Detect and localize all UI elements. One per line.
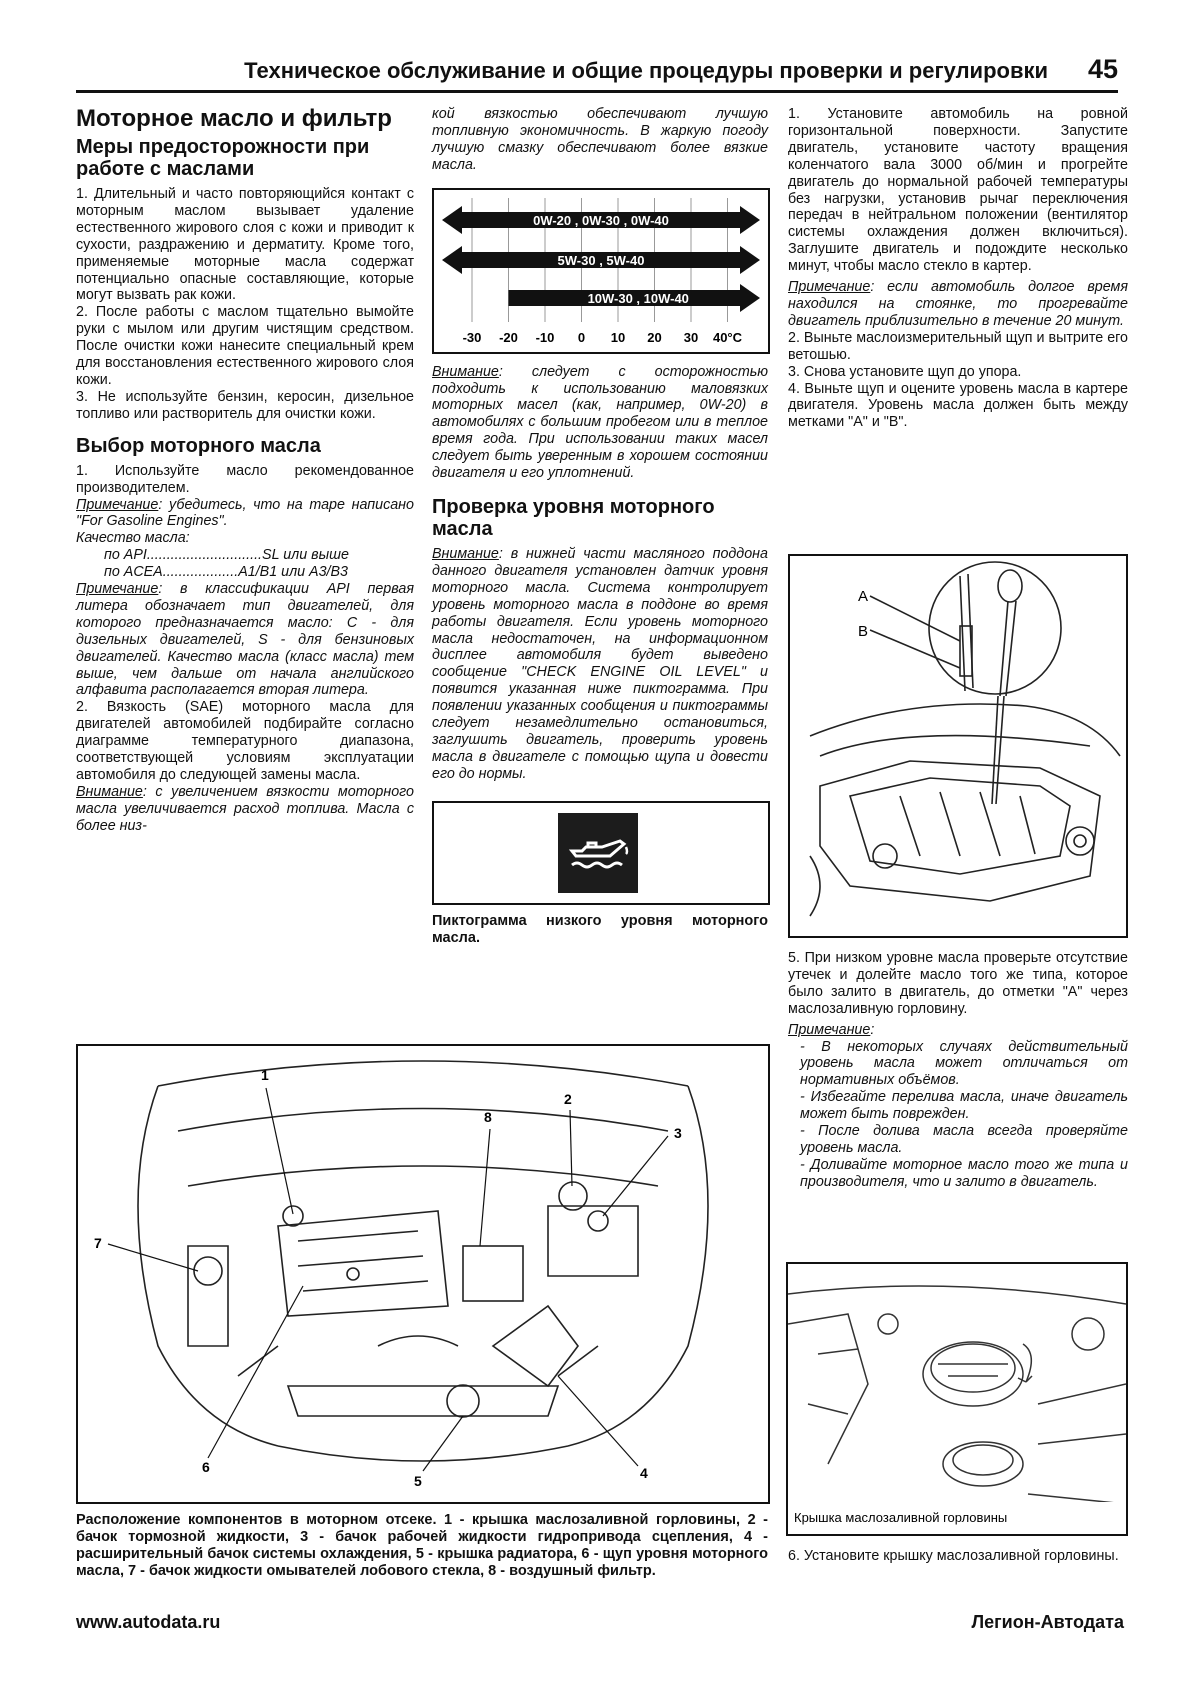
note-label: Примечание bbox=[76, 496, 159, 513]
warning-label: Внимание bbox=[76, 783, 143, 800]
note bbox=[76, 497, 414, 531]
x-tick-label: 40°C bbox=[712, 329, 743, 345]
viscosity-chart bbox=[432, 188, 770, 354]
header-title: Техническое обслуживание и общие процедуры проверки и регулировки bbox=[244, 58, 1048, 83]
viscosity-bar-label: 10W-30 , 10W-40 bbox=[587, 290, 689, 306]
callout-1: 1 bbox=[261, 1067, 269, 1083]
warning-text: : с увеличением вязкости моторного масла увеличивается расход топлива. Масла с более низ- bbox=[76, 783, 414, 834]
paragraph: 6. Установите крышку маслозаливной горловины. bbox=[788, 1548, 1119, 1564]
paragraph: 2. После работы с маслом тщательно вымойте руки с мылом или другим чистящим средством. После очистки кожи нанесите специальный крем для восстановления естественного жирового слоя кожи. bbox=[76, 304, 414, 388]
column-2 bbox=[432, 106, 768, 947]
paragraph: 3. Снова установите щуп до упора. bbox=[788, 363, 1022, 380]
note-item: - Избегайте перелива масла, иначе двигатель может быть поврежден. bbox=[800, 1089, 1128, 1123]
viscosity-bar-label: 0W-20 , 0W-30 , 0W-40 bbox=[533, 212, 669, 228]
callout-2: 2 bbox=[564, 1091, 572, 1107]
note-label: Примечание bbox=[76, 581, 159, 598]
note-text: : убедитесь, что на таре написано "For Gasoline Engines". bbox=[76, 496, 414, 530]
quality-label: Качество масла: bbox=[76, 530, 190, 547]
oil-can-icon bbox=[558, 813, 638, 893]
engine-bay-figure bbox=[76, 1044, 770, 1504]
paragraph: 3. Не используйте бензин, керосин, дизельное топливо или растворитель для очистки кожи. bbox=[76, 388, 414, 422]
x-tick-label: -30 bbox=[462, 329, 482, 345]
paragraph: 1. Установите автомобиль на ровной горизонтальной поверхности. Запустите двигатель, установите частоту вращения коленчатого вала 3000 об/мин и прогрейте двигатель до нормальной рабочей температуры без нагрузки, установив рычаг переключения передач в нейтральном положении (вентилятор системы охлаждения должен включиться). Заглушите двигатель и подождите несколько минут, чтобы масло стекло в картер. bbox=[788, 106, 1128, 275]
x-tick-label: 0 bbox=[577, 329, 586, 345]
note-label-line: Примечание: bbox=[788, 1021, 875, 1038]
footer-website: www.autodata.ru bbox=[76, 1612, 221, 1632]
dipstick-figure bbox=[788, 554, 1128, 938]
subsection-oil-level: Проверка уровня моторного масла bbox=[432, 495, 715, 540]
warning bbox=[432, 364, 768, 482]
low-oil-icon-box bbox=[432, 801, 770, 905]
page-header bbox=[76, 50, 1118, 93]
x-tick-label: 10 bbox=[610, 329, 626, 345]
filler-cap-figure bbox=[786, 1262, 1128, 1536]
callout-5: 5 bbox=[414, 1473, 422, 1489]
filler-cap-caption: Крышка маслозаливной горловины bbox=[794, 1510, 1008, 1525]
icon-caption: Пиктограмма низкого уровня моторного масла. bbox=[432, 912, 768, 946]
callout-4: 4 bbox=[640, 1465, 648, 1481]
subsection-precautions: Меры предосторожности при работе с маслами bbox=[76, 136, 370, 180]
note bbox=[76, 581, 414, 699]
page-number: 45 bbox=[1087, 54, 1118, 84]
column-3-final bbox=[788, 1548, 1128, 1565]
warning-label: Внимание bbox=[432, 545, 499, 562]
note-label: Примечание bbox=[788, 279, 871, 296]
note bbox=[788, 279, 1128, 330]
callout-3: 3 bbox=[674, 1125, 682, 1141]
callout-7: 7 bbox=[94, 1235, 102, 1251]
section-title: Моторное масло и фильтр bbox=[76, 105, 392, 132]
subsection-oil-selection: Выбор моторного масла bbox=[76, 434, 321, 457]
paragraph: 5. При низком уровне масла проверьте отсутствие утечек и долейте масло того же типа, которое было залито в двигатель, до отметки "A" через маслозаливную горловину. bbox=[788, 950, 1128, 1017]
column-1 bbox=[76, 106, 414, 835]
x-tick-label: 20 bbox=[647, 329, 662, 345]
acea-spec: по ACEA...................A1/B1 или A3/B3 bbox=[104, 564, 348, 581]
note-item: - В некоторых случаях действительный уровень масла может отличаться от нормативных объёмов. bbox=[800, 1038, 1128, 1089]
callout-6: 6 bbox=[202, 1459, 210, 1475]
warning bbox=[76, 784, 414, 835]
paragraph: 2. Вязкость (SAE) моторного масла для двигателей автомобилей подбирайте согласно диаграмме температурного диапазона, соответствующей условиям эксплуатации автомобиля до следующей замены масла. bbox=[76, 699, 414, 783]
warning-text: : в нижней части масляного поддона данного двигателя установлен датчик уровня моторного масла. Система контролирует уровень моторного масла в поддоне во время работы двигателя. Если уровень моторного масла недостаточен, на информационном дисплее автомобиля будет выведено сообщение "CHECK ENGINE OIL LEVEL" и появится указанная ниже пиктограмма. При появлении указанных сообщения и пиктограммы следует незамедлительно остановиться, заглушить двигатель, проверить уровень масла в двигателе с помощью щупа и довести его до нормы. bbox=[432, 545, 768, 782]
warning bbox=[432, 546, 768, 783]
footer-publisher: Легион-Автодата bbox=[971, 1612, 1124, 1632]
api-spec: по API.............................SL или выше bbox=[104, 547, 349, 564]
x-tick-label: 30 bbox=[683, 329, 699, 345]
note-item: - После долива масла всегда проверяйте уровень масла. bbox=[800, 1123, 1128, 1156]
x-tick-label: -20 bbox=[499, 329, 518, 345]
note-label: Примечание bbox=[788, 1021, 871, 1038]
paragraph: 4. Выньте щуп и оцените уровень масла в картере двигателя. Уровень масла должен быть между метками "A" и "B". bbox=[788, 380, 1128, 431]
dipstick-mark-b: B bbox=[858, 623, 869, 640]
dipstick-mark-a: A bbox=[858, 588, 869, 605]
callout-8: 8 bbox=[484, 1109, 492, 1125]
column-3 bbox=[788, 106, 1128, 431]
x-tick-label: -10 bbox=[535, 329, 555, 345]
note-list bbox=[788, 1039, 1128, 1191]
note-text: : в классификации API первая литера обозначает тип двигателей, для которого предназначается масло: С - для дизельных двигателей, S - для бензиновых двигателей. Качество масла (класс масла) тем выше, чем дальше от начала английского алфавита располагается вторая литера. bbox=[76, 581, 414, 699]
note-text: : если автомобиль долгое время находился на стоянке, то прогревайте двигатель приблизительно в течение 20 минут. bbox=[788, 279, 1128, 329]
paragraph: 1. Используйте масло рекомендованное производителем. bbox=[76, 462, 414, 496]
paragraph: 1. Длительный и часто повторяющийся контакт с моторным маслом вызывает удаление естественного жирового слоя с кожи и приводит к сухости, раздражению и дерматиту. Кроме того, применяемые моторные масла содержат потенциально опасные составляющие, которые могут вызвать рак кожи. bbox=[76, 186, 414, 304]
note-item: - Доливайте моторное масло того же типа и производителя, что и залито в двигатель. bbox=[800, 1156, 1128, 1190]
engine-figure-caption: Расположение компонентов в моторном отсеке. 1 - крышка маслозаливной горловины, 2 - бачок тормозной жидкости, 3 - бачок рабочей жидкости гидропривода сцепления, 4 - расширительный бачок системы охлаждения, 5 - крышка радиатора, 6 - щуп уровня моторного масла, 7 - бачок жидкости омывателей лобового стекла, 8 - воздушный фильтр. bbox=[76, 1512, 768, 1579]
paragraph-continued: кой вязкостью обеспечивают лучшую топливную экономичность. В жаркую погоду лучшую смазку обеспечивают более вязкие масла. bbox=[432, 106, 768, 173]
paragraph: 2. Выньте маслоизмерительный щуп и вытрите его ветошью. bbox=[788, 329, 1128, 363]
viscosity-bar-label: 5W-30 , 5W-40 bbox=[557, 252, 645, 268]
column-3-lower bbox=[788, 950, 1128, 1191]
warning-label: Внимание bbox=[432, 363, 499, 380]
viscosity-chart-svg bbox=[434, 190, 768, 352]
warning-text: : следует с осторожностью подходить к использованию маловязких моторных масел (как, например, 0W-20) в автомобилях с большим пробегом или в теплое время года. При использовании таких масел следует быть уверенным в хорошем состоянии двигателя и его уплотнений. bbox=[432, 363, 768, 482]
